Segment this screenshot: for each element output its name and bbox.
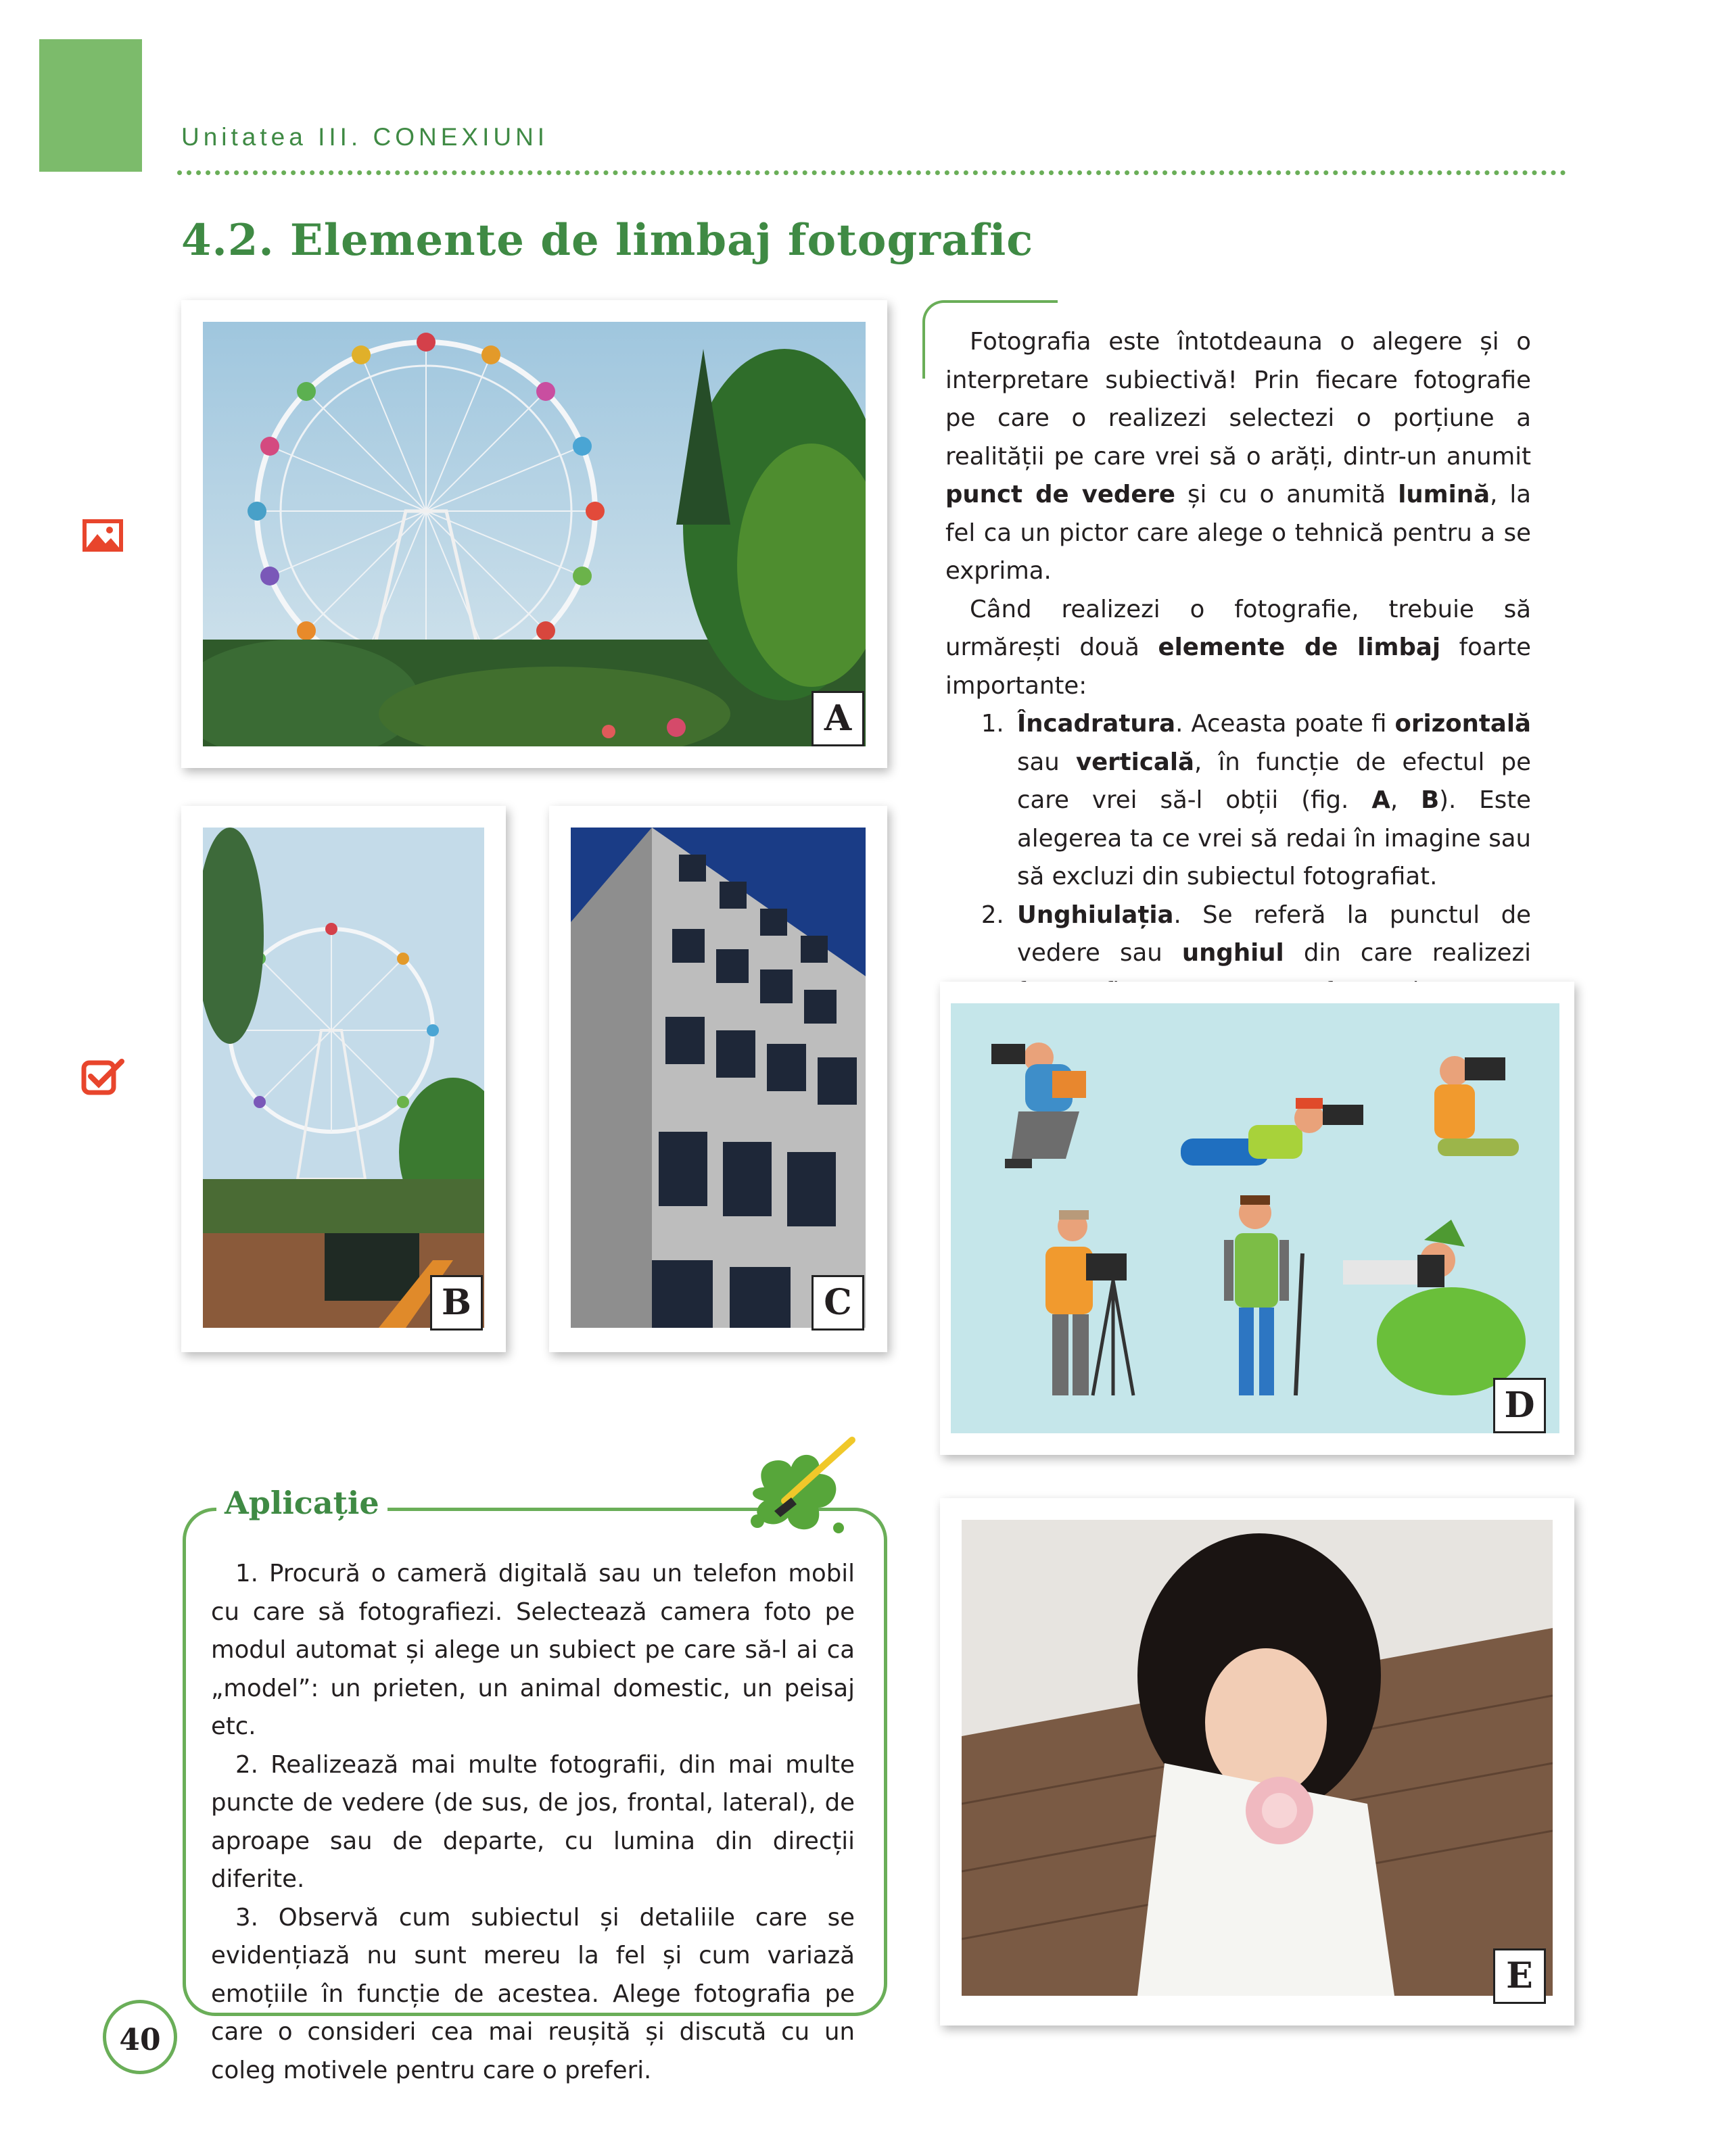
figure-label-e: E <box>1493 1948 1546 2004</box>
checkbox-icon <box>81 1057 126 1095</box>
figure-d <box>940 982 1574 1455</box>
header-color-tab <box>39 39 142 172</box>
header-divider <box>177 170 1566 175</box>
paragraph-1: Fotografia este întotdeauna o alegere și o interpretare subiectivă! Prin fiecare fotografie pe care o realizezi selectezi o porțiune a realității pe care vrei să o arăți, dintr-un anumit punct de vedere și cu o anumită lumină, la fel ca un pictor care alege o tehnică pentru a se exprima. <box>945 328 1532 585</box>
figure-a <box>181 300 887 768</box>
figure-label-b: B <box>430 1275 483 1331</box>
ferris-wheel-photo-vertical <box>203 828 484 1328</box>
paragraph-2: Când realizezi o fotografie, trebuie să urmărești două elemente de limbaj foarte importante: <box>945 595 1531 700</box>
ferris-wheel-photo-horizontal <box>203 322 866 746</box>
photographer-crouching <box>991 1043 1086 1168</box>
figure-label-a: A <box>812 691 864 746</box>
girl-photo-high-angle <box>962 1520 1553 1996</box>
photographers-illustration <box>951 1003 1559 1433</box>
running-head: Unitatea III. CONEXIUNI <box>181 123 549 151</box>
application-title: Aplicație <box>216 1485 387 1521</box>
image-icon <box>83 519 123 552</box>
list-item-framing: 1. Încadratura. Aceasta poate fi orizontală sau verticală, în funcție de efectul pe care vrei să-l obții (fig. A, B). Este alegerea ta ce vrei să redai în imagine sau să excluzi din subiectul fotografiat. <box>1012 705 1531 896</box>
section-title: 4.2. Elemente de limbaj fotografic <box>181 215 1034 266</box>
figure-b <box>181 806 506 1352</box>
figure-label-c: C <box>812 1275 864 1331</box>
figure-c <box>549 806 887 1352</box>
application-step-2: 2. Realizează mai multe fotografii, din mai multe puncte de vedere (de sus, de jos, frontal, lateral), de aproape sau de departe, cu lumina din direcții diferite. <box>211 1750 855 1893</box>
application-text <box>211 1555 855 2090</box>
building-photo-low-angle <box>571 828 866 1328</box>
application-step-3: 3. Observă cum subiectul și detaliile care se evidențiază nu sunt mereu la fel și cum variază emoțiile în funcție de acestea. Alege fotografia pe care o consideri cea mai reușită și discută cu un coleg motivele pentru care o preferi. <box>211 1903 855 2084</box>
paint-splash-icon <box>737 1433 866 1548</box>
figure-e <box>940 1498 1574 2026</box>
list-item-angle: 2. Unghiulația. Se referă la punctul de vedere sau unghiul din care realizezi <box>1012 896 1531 1126</box>
application-step-1: 1. Procură o cameră digitală sau un telefon mobil cu care să fotografiezi. Selectează camera foto pe modul automat și alege un subiect pe care să-l ai ca „model”: un prieten, un animal domestic, un peisaj etc. <box>211 1560 855 1740</box>
figure-label-d: D <box>1493 1378 1546 1433</box>
page-number: 40 <box>103 2000 177 2074</box>
